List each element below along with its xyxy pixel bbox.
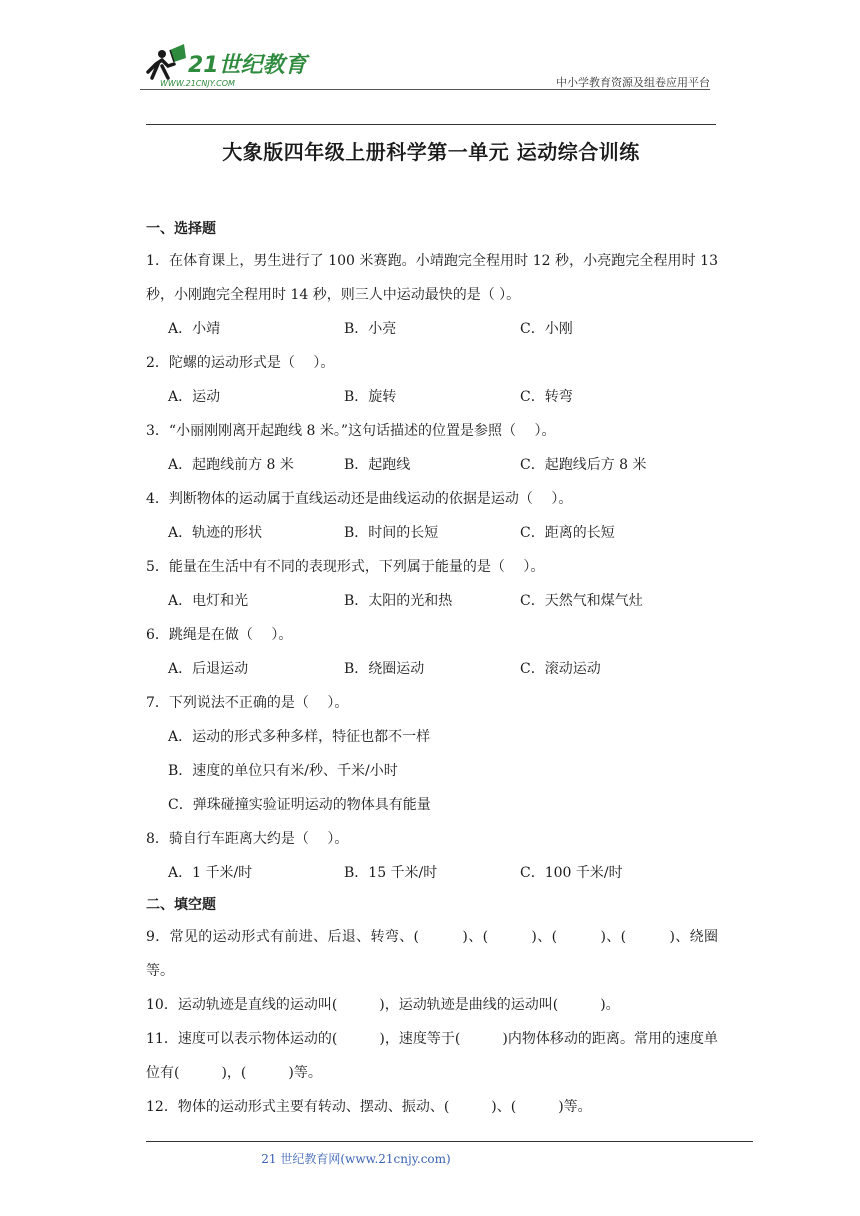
page-header [140,42,710,92]
option[interactable]: A．运动的形式多种多样，特征也都不一样 [168,729,431,745]
question-8: 8．骑自行车距离大约是（ ）。 [146,831,349,847]
section-heading-choice: 一、选择题 [146,221,216,237]
option[interactable]: B．速度的单位只有米/秒、千米/小时 [168,763,398,779]
options-1 [146,312,718,346]
option[interactable]: A．小靖 [168,321,221,337]
question-12: 12．物体的运动形式主要有转动、摆动、振动、( )、( )等。 [146,1099,592,1115]
option[interactable]: C．起跑线后方 8 米 [520,457,647,473]
option[interactable]: B．15 千米/时 [344,865,438,881]
question-7: 7．下列说法不正确的是（ ）。 [146,695,349,711]
question-2: 2．陀螺的运动形式是（ ）。 [146,355,335,371]
question-9: 9．常见的运动形式有前进、后退、转弯、( )、( )、( )、( )、绕圈等。 [146,929,718,979]
option[interactable]: A．运动 [168,389,221,405]
option[interactable]: B．旋转 [344,389,397,405]
option[interactable]: C．距离的长短 [520,525,615,541]
logo-text: 21世纪教育 [188,53,307,78]
option[interactable]: B．绕圈运动 [344,661,425,677]
exam-content [146,214,718,1124]
footer-link[interactable]: 21 世纪教育网(www.21cnjy.com) [261,1152,451,1166]
question-1: 1．在体育课上，男生进行了 100 米赛跑。小靖跑完全程用时 12 秒，小亮跑完全程用时 13 秒，小刚跑完全程用时 14 秒，则三人中运动最快的是（ ）。 [146,253,718,303]
option[interactable]: C．小刚 [520,321,573,337]
option[interactable]: A．后退运动 [168,661,249,677]
page-title: 大象版四年级上册科学第一单元 运动综合训练 [222,140,640,164]
question-11: 11．速度可以表示物体运动的( )，速度等于( )内物体移动的距离。常用的速度单位有( )，( )等。 [146,1031,718,1081]
option[interactable]: A．1 千米/时 [168,865,253,881]
options-5 [146,584,718,618]
option[interactable]: B．时间的长短 [344,525,439,541]
header-divider [140,89,710,90]
option[interactable]: C．转弯 [520,389,573,405]
option[interactable]: C．弹珠碰撞实验证明运动的物体具有能量 [168,797,431,813]
section-heading-fill: 二、填空题 [146,897,216,913]
platform-label: 中小学教育资源及组卷应用平台 [556,76,710,89]
site-logo[interactable] [140,42,310,88]
options-3 [146,448,718,482]
logo-url: WWW.21CNJY.COM [160,79,235,88]
options-8 [146,856,718,890]
option[interactable]: B．起跑线 [344,457,411,473]
question-4: 4．判断物体的运动属于直线运动还是曲线运动的依据是运动（ ）。 [146,491,573,507]
option[interactable]: C．滚动运动 [520,661,601,677]
title-divider [146,124,716,125]
question-10: 10．运动轨迹是直线的运动叫( )，运动轨迹是曲线的运动叫( )。 [146,997,620,1013]
options-4 [146,516,718,550]
option[interactable]: B．太阳的光和热 [344,593,453,609]
question-6: 6．跳绳是在做（ ）。 [146,627,293,643]
option[interactable]: B．小亮 [344,321,397,337]
question-5: 5．能量在生活中有不同的表现形式，下列属于能量的是（ ）。 [146,559,545,575]
footer-divider [146,1141,753,1142]
option[interactable]: C．100 千米/时 [520,865,623,881]
options-6 [146,652,718,686]
option[interactable]: A．电灯和光 [168,593,249,609]
question-3: 3．“小丽刚刚离开起跑线 8 米。”这句话描述的位置是参照（ ）。 [146,423,556,439]
option[interactable]: A．轨迹的形状 [168,525,263,541]
runner-logo-icon [140,42,310,88]
option[interactable]: C．天然气和煤气灶 [520,593,643,609]
option[interactable]: A．起跑线前方 8 米 [168,457,294,473]
options-2 [146,380,718,414]
